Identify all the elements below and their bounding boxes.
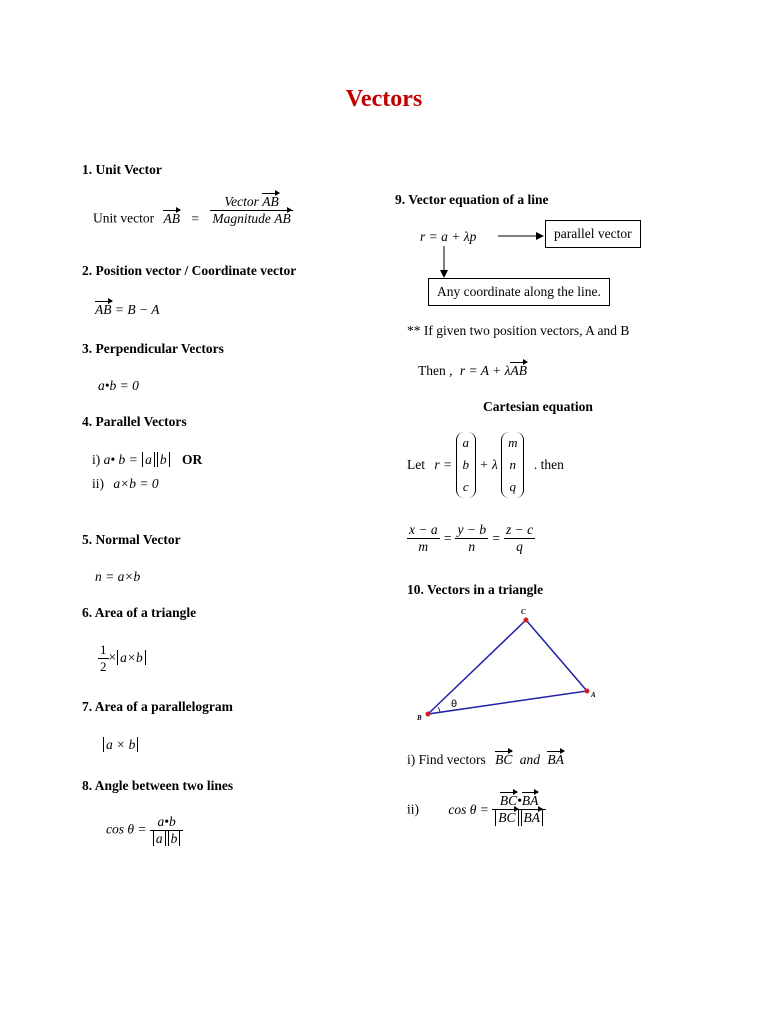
find-v2: BA bbox=[547, 752, 564, 767]
cos-num-dot: • bbox=[517, 793, 522, 808]
section-8-heading: 8. Angle between two lines bbox=[82, 778, 234, 793]
parallel-vector-box: parallel vector bbox=[545, 220, 641, 248]
unit-vector-prefix: Unit vector bbox=[93, 210, 155, 226]
parallel-line-2-formula: a×b = 0 bbox=[113, 476, 159, 491]
unit-vector-num-word: Vector bbox=[224, 194, 259, 209]
unit-vector-lhs: AB bbox=[163, 210, 180, 226]
angle-lhs: cos θ = bbox=[106, 821, 147, 837]
parallel-abs-b: b bbox=[157, 452, 170, 467]
section-10-heading: 10. Vectors in a triangle bbox=[407, 582, 544, 597]
cos-lhs: cos θ = bbox=[448, 801, 489, 817]
section-5-heading: 5. Normal Vector bbox=[82, 532, 181, 547]
let-suffix: . then bbox=[533, 457, 564, 472]
section-7-heading: 7. Area of a parallelogram bbox=[82, 699, 233, 714]
perpendicular-formula: a•b = 0 bbox=[98, 378, 139, 393]
column-vector-1 bbox=[456, 432, 477, 498]
arrowhead-down bbox=[440, 270, 448, 278]
two-vectors-note: ** If given two position vectors, A and B bbox=[407, 323, 630, 338]
column-vector-2 bbox=[501, 432, 524, 498]
eq-sign-2: = bbox=[491, 530, 501, 546]
frac3-den: q bbox=[504, 538, 535, 555]
parallelogram-inner: a × b bbox=[103, 737, 138, 752]
unit-vector-formula bbox=[93, 194, 293, 236]
cos-num-v2: BA bbox=[521, 793, 539, 808]
cos-den-v1: BC bbox=[495, 810, 518, 826]
cos-formula bbox=[407, 793, 546, 826]
parallel-line-2-prefix: ii) bbox=[92, 476, 104, 491]
frac2-den: n bbox=[455, 538, 488, 555]
parallel-or: OR bbox=[181, 452, 203, 467]
arrowhead-right bbox=[536, 232, 544, 240]
section-9-heading: 9. Vector equation of a line bbox=[395, 192, 549, 207]
parallel-line-2 bbox=[92, 476, 159, 492]
angle-den-a: a bbox=[153, 831, 166, 846]
label-a: A bbox=[591, 691, 596, 699]
find-prefix: i) Find vectors bbox=[407, 752, 486, 767]
triangle-area-inner: a×b bbox=[117, 650, 146, 665]
find-v1: BC bbox=[495, 752, 513, 767]
unit-vector-num-vec: AB bbox=[262, 194, 279, 209]
find-and: and bbox=[519, 752, 541, 767]
section-4-heading: 4. Parallel Vectors bbox=[82, 414, 187, 429]
col2-m: m bbox=[508, 435, 518, 450]
section-2-heading: 2. Position vector / Coordinate vector bbox=[82, 263, 297, 278]
vertex-b bbox=[426, 712, 431, 717]
label-c: C bbox=[521, 608, 526, 616]
label-b: B bbox=[417, 714, 422, 722]
unit-vector-eq: = bbox=[191, 210, 199, 226]
then-vec: AB bbox=[510, 363, 527, 378]
angle-num: a•b bbox=[157, 814, 176, 829]
section-6-heading: 6. Area of a triangle bbox=[82, 605, 197, 620]
parallel-line-1-prefix: i) bbox=[92, 452, 101, 467]
let-plus: + λ bbox=[479, 457, 498, 472]
triangle-area-den: 2 bbox=[100, 659, 107, 674]
let-prefix: Let bbox=[407, 457, 425, 472]
coordinate-box: Any coordinate along the line. bbox=[428, 278, 610, 306]
vertex-c bbox=[524, 618, 529, 623]
triangle-diagram bbox=[400, 600, 610, 730]
angle-formula bbox=[106, 814, 183, 847]
unit-vector-den-word: Magnitude bbox=[212, 211, 271, 226]
parallel-line-1 bbox=[92, 452, 202, 468]
frac1-num: x − a bbox=[409, 522, 438, 537]
angle-den-b: b bbox=[168, 831, 181, 846]
vertex-a bbox=[585, 689, 590, 694]
eq-sign-1: = bbox=[442, 530, 453, 546]
frac2-num: y − b bbox=[457, 522, 487, 537]
cartesian-fractions bbox=[407, 522, 535, 555]
section-1-heading: 1. Unit Vector bbox=[82, 162, 162, 177]
position-vector-lhs: AB bbox=[95, 302, 112, 317]
page-title: Vectors bbox=[345, 86, 423, 112]
triangle-area-num: 1 bbox=[100, 642, 107, 657]
cos-num-v1: BC bbox=[499, 793, 518, 808]
normal-vector-formula: n = a×b bbox=[95, 569, 141, 584]
col1-b: b bbox=[462, 457, 469, 472]
position-vector-rhs: = B − A bbox=[114, 302, 160, 317]
col1-a: a bbox=[462, 435, 469, 450]
theta-label: θ bbox=[451, 699, 458, 710]
line-arrows bbox=[430, 222, 550, 282]
frac1-den: m bbox=[407, 538, 440, 555]
section-3-heading: 3. Perpendicular Vectors bbox=[82, 341, 224, 356]
cos-den-v2: BA bbox=[521, 810, 544, 826]
col2-n: n bbox=[509, 457, 517, 472]
find-vectors bbox=[407, 752, 564, 768]
then-eq: r = A + λ bbox=[459, 363, 511, 378]
parallel-line-1-formula: a• b = bbox=[103, 452, 138, 467]
col1-c: c bbox=[462, 479, 469, 494]
parallel-abs-a: a bbox=[142, 452, 155, 467]
then-equation bbox=[418, 363, 527, 379]
angle-arc bbox=[438, 707, 440, 712]
position-vector-formula bbox=[95, 302, 159, 318]
let-r: r = bbox=[434, 457, 453, 472]
col2-q: q bbox=[509, 479, 517, 494]
frac3-num: z − c bbox=[505, 522, 534, 537]
cartesian-heading: Cartesian equation bbox=[483, 399, 593, 414]
then-prefix: Then , bbox=[418, 363, 453, 378]
triangle-area-times: × bbox=[108, 649, 117, 665]
cos-prefix: ii) bbox=[407, 801, 419, 817]
triangle-area-formula bbox=[98, 642, 147, 675]
line-equation: r = a + λp bbox=[420, 229, 477, 244]
let-equation bbox=[407, 432, 564, 498]
unit-vector-den-vec: AB bbox=[274, 211, 291, 226]
parallelogram-formula bbox=[102, 737, 139, 753]
